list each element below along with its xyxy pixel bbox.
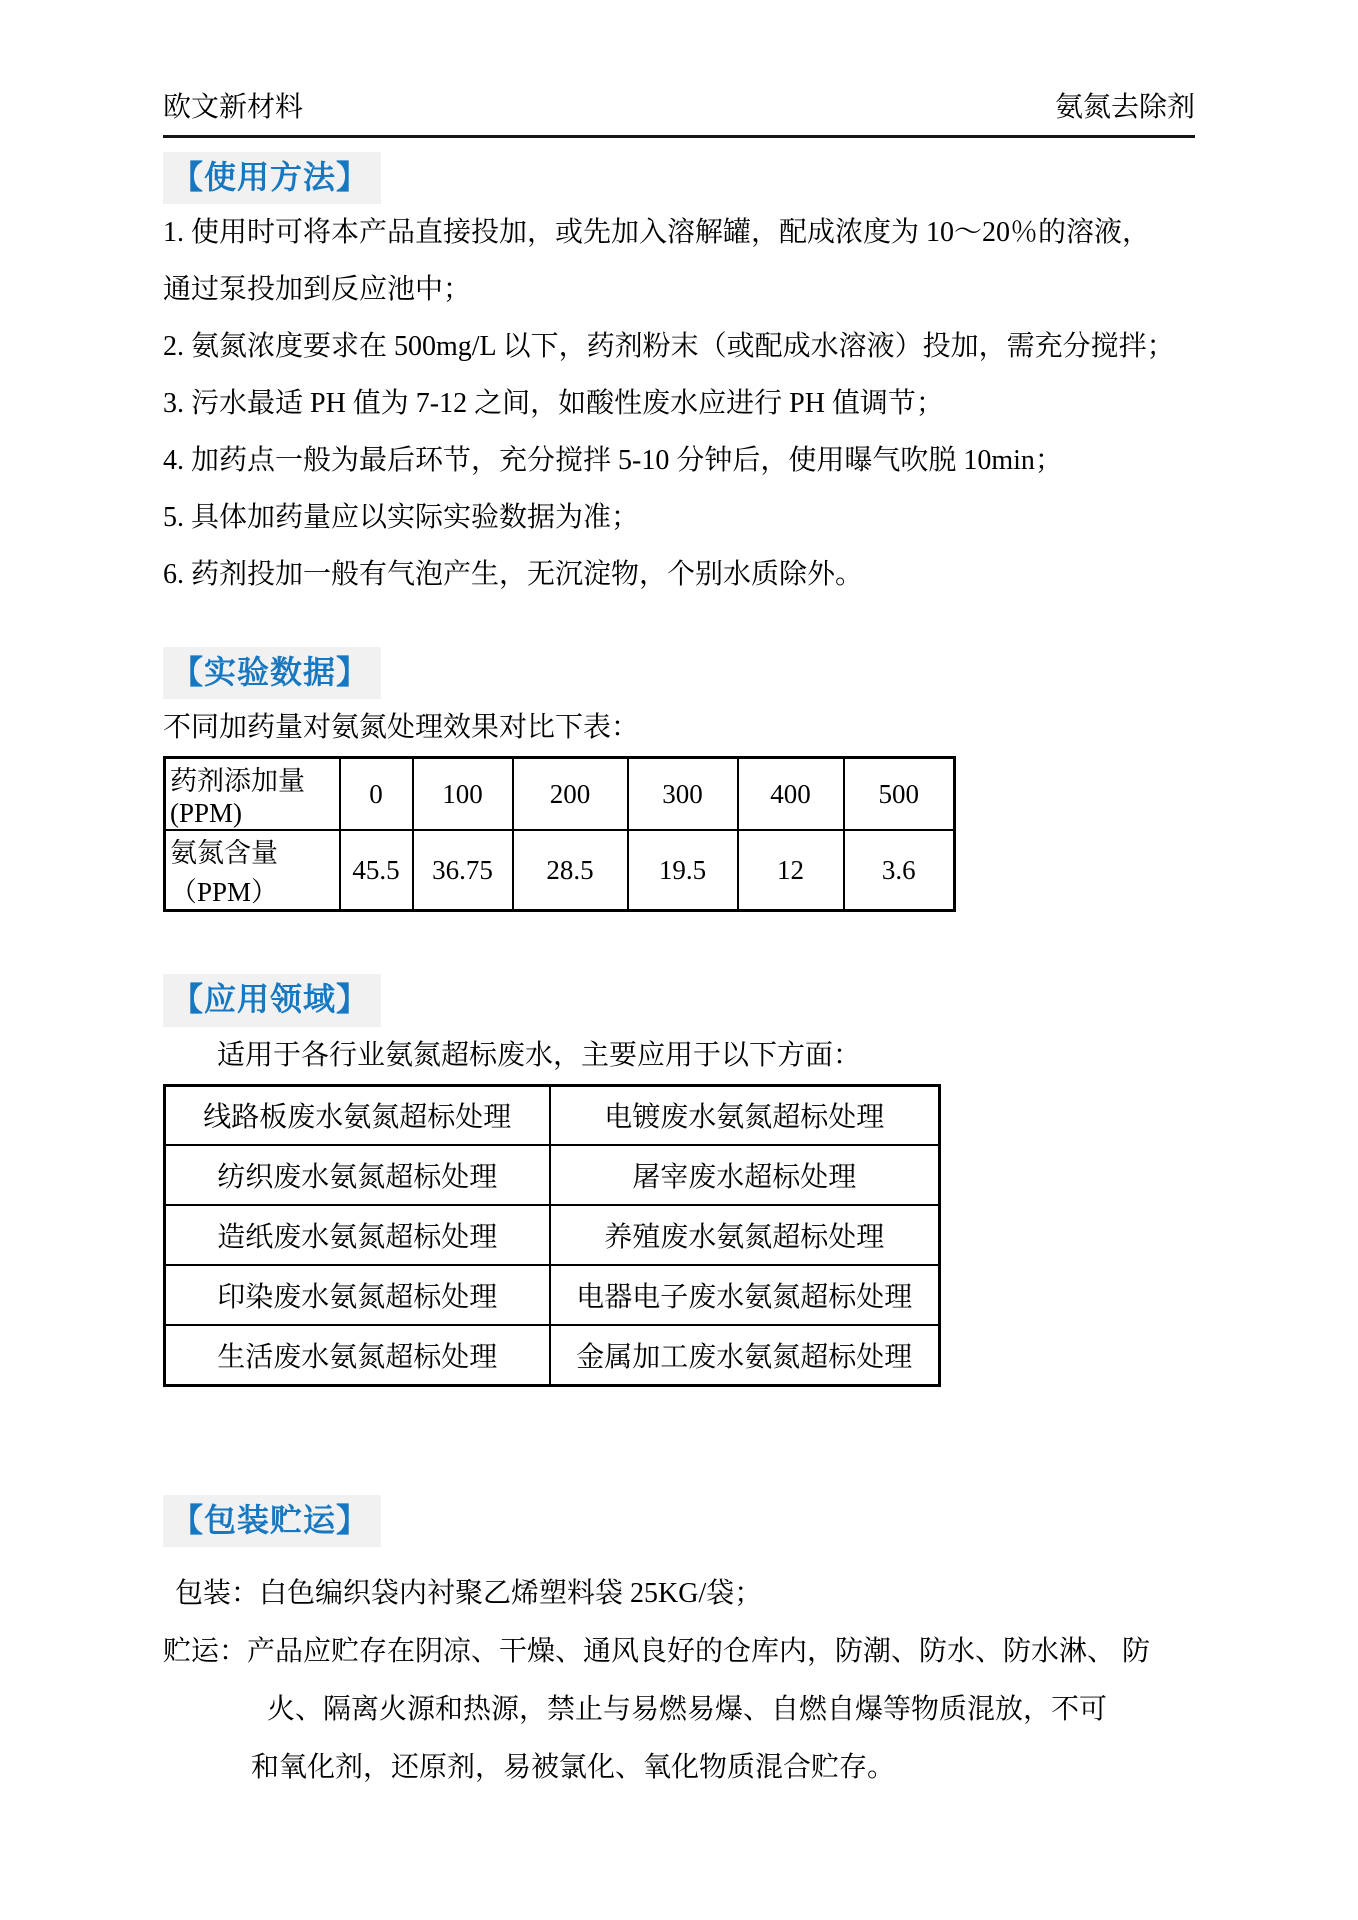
table-cell: 400 — [738, 758, 844, 831]
experiment-table — [163, 756, 956, 912]
application-table — [163, 1084, 941, 1387]
application-table-row — [165, 1265, 940, 1325]
table-cell: 300 — [628, 758, 738, 831]
header-product-name: 氨氮去除剂 — [1054, 92, 1195, 123]
section-packaging — [163, 1495, 1195, 1547]
packaging-line: 贮运：产品应贮存在阴凉、干燥、通风良好的仓库内，防潮、防水、防水淋、 防 — [163, 1635, 1151, 1667]
table-cell: 纺织废水氨氮超标处理 — [165, 1145, 550, 1205]
packaging-line: 火、隔离火源和热源，禁止与易燃易爆、自燃自爆等物质混放，不可 — [267, 1693, 1108, 1725]
table-cell: 19.5 — [628, 830, 738, 911]
header-company-name: 欧文新材料 — [163, 92, 304, 123]
usage-line: 3. 污水最适 PH 值为 7-12 之间，如酸性废水应进行 PH 值调节； — [163, 388, 944, 420]
table-cell: 线路板废水氨氮超标处理 — [165, 1085, 550, 1145]
table-cell: 电镀废水氨氮超标处理 — [550, 1085, 940, 1145]
packaging-line: 和氧化剂，还原剂，易被氯化、氧化物质混合贮存。 — [251, 1751, 896, 1783]
table-cell: 200 — [513, 758, 628, 831]
table-cell: 500 — [844, 758, 955, 831]
application-table-row — [165, 1145, 940, 1205]
usage-line: 6. 药剂投加一般有气泡产生，无沉淀物，个别水质除外。 — [163, 559, 864, 591]
table-cell: 屠宰废水超标处理 — [550, 1145, 940, 1205]
table-cell: 电器电子废水氨氮超标处理 — [550, 1265, 940, 1325]
usage-line: 5. 具体加药量应以实际实验数据为准； — [163, 502, 640, 534]
table-cell: 100 — [413, 758, 513, 831]
table-cell: 印染废水氨氮超标处理 — [165, 1265, 550, 1325]
section-experiment — [163, 647, 1195, 699]
application-table-row — [165, 1325, 940, 1385]
section-title-experiment: 【实验数据】 — [163, 647, 381, 699]
usage-line: 4. 加药点一般为最后环节，充分搅拌 5-10 分钟后，使用曝气吹脱 10min； — [163, 445, 1063, 477]
section-title-packaging: 【包装贮运】 — [163, 1495, 381, 1547]
usage-list — [163, 204, 1195, 603]
experiment-intro: 不同加药量对氨氮处理效果对比下表： — [163, 712, 640, 744]
table-cell: 3.6 — [844, 830, 955, 911]
section-usage — [163, 152, 1195, 204]
usage-line: 2. 氨氮浓度要求在 500mg/L 以下，药剂粉末（或配成水溶液）投加，需充分搅拌； — [163, 331, 1175, 363]
experiment-table-row — [165, 758, 955, 831]
table-cell: 造纸废水氨氮超标处理 — [165, 1205, 550, 1265]
packaging-line: 包装：白色编织袋内衬聚乙烯塑料袋 25KG/袋； — [175, 1577, 763, 1609]
table-cell: 36.75 — [413, 830, 513, 911]
application-table-row — [165, 1205, 940, 1265]
application-table-row — [165, 1085, 940, 1145]
table-cell: 28.5 — [513, 830, 628, 911]
table-cell: 氨氮含量（PPM） — [165, 830, 340, 911]
table-cell: 12 — [738, 830, 844, 911]
section-title-application: 【应用领域】 — [163, 974, 381, 1026]
table-cell: 养殖废水氨氮超标处理 — [550, 1205, 940, 1265]
table-cell: 0 — [340, 758, 413, 831]
application-intro: 适用于各行业氨氮超标废水，主要应用于以下方面： — [217, 1039, 862, 1071]
experiment-table-row — [165, 830, 955, 911]
section-application — [163, 974, 1195, 1026]
section-title-usage: 【使用方法】 — [163, 152, 381, 204]
table-cell: 金属加工废水氨氮超标处理 — [550, 1325, 940, 1385]
table-cell: 45.5 — [340, 830, 413, 911]
packaging-text — [163, 1565, 1195, 1797]
table-cell: 药剂添加量(PPM) — [165, 758, 340, 831]
usage-line: 1. 使用时可将本产品直接投加，或先加入溶解罐，配成浓度为 10～20％的溶液， — [163, 217, 1151, 249]
table-cell: 生活废水氨氮超标处理 — [165, 1325, 550, 1385]
usage-line: 通过泵投加到反应池中； — [163, 274, 472, 306]
page-header — [163, 85, 1195, 138]
